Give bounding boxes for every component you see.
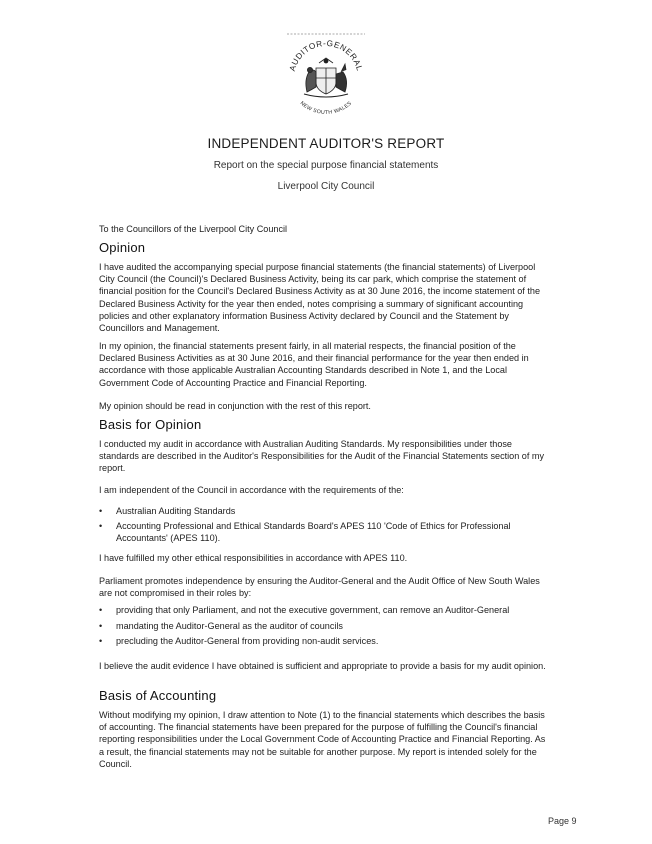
list-item: • mandating the Auditor-General as the auditor of councils xyxy=(99,620,549,632)
seal-bottom-text: NEW SOUTH WALES xyxy=(298,100,354,116)
opinion-heading: Opinion xyxy=(99,240,146,255)
svg-text:AUDITOR-GENERAL xyxy=(288,39,364,72)
report-title: INDEPENDENT AUDITOR'S REPORT xyxy=(207,136,445,151)
parliament-list xyxy=(99,604,549,648)
opinion-paragraph: I have audited the accompanying special purpose financial statements (the financial statements) of Liverpool City Council (the Council)'s Declared Business Activity, being its car park, which comprise the statement of financial position for the Council's Declared Business Activity as at 30 June 2016, the income statement of the Declared Business Activity for the year then ended, notes comprising a summary of significant accounting policies and other explanatory information Business Activity declared by Council and the Statement by Councillors and Management. xyxy=(99,262,541,334)
addressee: To the Councillors of the Liverpool City Council xyxy=(99,224,288,234)
entity-name: Liverpool City Council xyxy=(277,181,375,192)
basis-paragraph: I am independent of the Council in accordance with the requirements of the: xyxy=(99,485,404,495)
basis-paragraph: I have fulfilled my other ethical responsibilities in accordance with APES 110. xyxy=(99,553,408,563)
coat-of-arms-icon xyxy=(283,32,369,124)
list-item: • Australian Auditing Standards xyxy=(99,505,549,517)
list-item: • providing that only Parliament, and not the executive government, can remove an Auditor-General xyxy=(99,604,549,616)
svg-text:NEW SOUTH WALES xyxy=(299,100,354,116)
basis-paragraph: I believe the audit evidence I have obtained is sufficient and appropriate to provide a basis for my audit opinion. xyxy=(99,661,546,671)
seal-top-text: AUDITOR-GENERAL xyxy=(287,38,365,73)
independence-list xyxy=(99,505,549,545)
opinion-paragraph: My opinion should be read in conjunction with the rest of this report. xyxy=(99,401,371,411)
basis-for-opinion-heading: Basis for Opinion xyxy=(99,417,202,432)
page-number: Page 9 xyxy=(548,816,577,826)
basis-of-accounting-heading: Basis of Accounting xyxy=(99,688,217,703)
basis-paragraph: I conducted my audit in accordance with Australian Auditing Standards. My responsibilities under those standards are described in the Auditor's Responsibilities for the Audit of the Financial Statements section of my report. xyxy=(99,439,545,474)
basis-of-accounting-paragraph: Without modifying my opinion, I draw attention to Note (1) to the financial statements which describes the basis of accounting. The financial statements have been prepared for the purpose of fulfilling the Council's financial reporting responsibilities under the Local Government Code of Accounting Practice and Financial Reporting. As a result, the financial statements may not be suitable for another purpose. My report is intended solely for the Council. xyxy=(99,710,546,769)
report-subtitle: Report on the special purpose financial statements xyxy=(213,160,439,171)
basis-paragraph: Parliament promotes independence by ensuring the Auditor-General and the Audit Office of New South Wales are not compromised in their roles by: xyxy=(99,576,540,599)
auditor-general-seal xyxy=(283,32,369,124)
list-item: • Accounting Professional and Ethical Standards Board's APES 110 'Code of Ethics for Professional Accountants' (APES 110). xyxy=(99,520,549,544)
list-item: • precluding the Auditor-General from providing non-audit services. xyxy=(99,635,549,647)
opinion-paragraph: In my opinion, the financial statements present fairly, in all material respects, the financial position of the Declared Business Activities as at 30 June 2016, and their financial performance for the year then ended in accordance with those applicable Australian Accounting Standards described in Note 1, and the Local Government Code of Accounting Practice and Financial Reporting. xyxy=(99,341,529,388)
